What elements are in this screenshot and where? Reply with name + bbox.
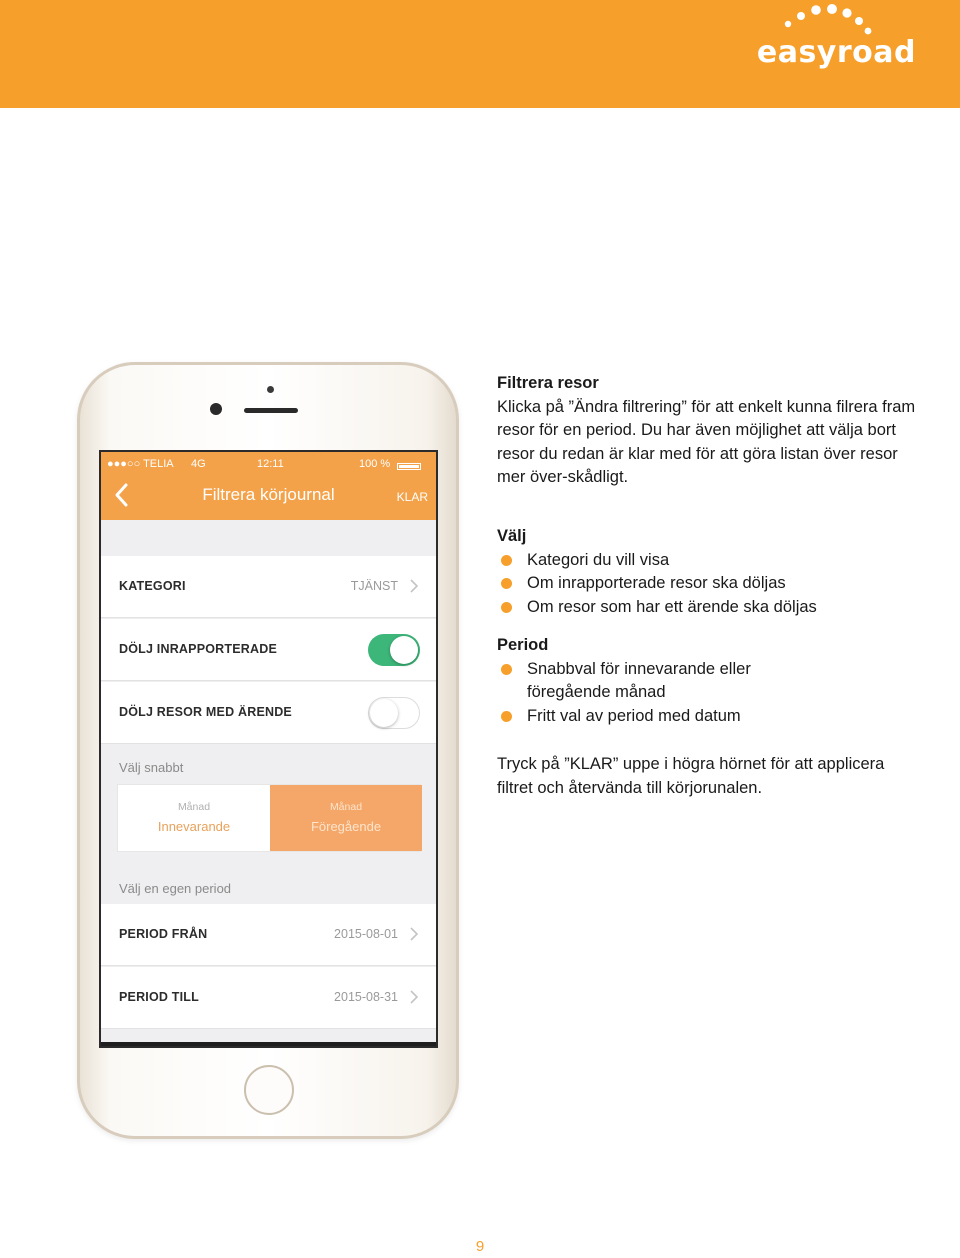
chevron-right-icon: [410, 578, 418, 594]
period-from-row[interactable]: [101, 904, 436, 966]
option-label: Innevarande: [157, 819, 231, 834]
network-label: 4G: [191, 458, 206, 470]
carrier-label: ●●●○○ TELIA: [107, 458, 174, 470]
hide-with-case-label: DÖLJ RESOR MED ÄRENDE: [119, 705, 292, 719]
chevron-right-icon: [410, 989, 418, 1005]
screen-title: Filtrera körjournal: [202, 485, 335, 504]
custom-period-label: Välj en egen period: [119, 881, 232, 896]
closing-paragraph: Tryck på ”KLAR” uppe i högra hörnet för att applicera filtret och återvända till körjorunalen.: [497, 755, 885, 797]
list-item: Fritt val av period med datum: [497, 705, 817, 729]
screen-bottom-edge: [101, 1042, 436, 1048]
hide-with-case-toggle[interactable]: [368, 697, 420, 729]
app-header: [101, 452, 436, 520]
status-bar: [101, 456, 436, 472]
period-from-label: PERIOD FRÅN: [119, 927, 208, 941]
list-item: Om resor som har ett ärende ska döljas: [497, 596, 917, 620]
battery-icon: [397, 463, 421, 470]
page-number: 9: [475, 1238, 485, 1255]
hide-reported-label: DÖLJ INRAPPORTERADE: [119, 642, 277, 656]
easyroad-logo: [746, 4, 916, 68]
period-block: [497, 634, 917, 728]
period-heading: Period: [497, 636, 549, 654]
option-caption: Månad: [329, 801, 363, 813]
intro-paragraph: Klicka på ”Ändra filtrering” för att enkelt kunna filrera fram resor för en period. Du har även möjlighet att välja bort resor du redan är klar med för att göra listan över resor mer över-skådligt.: [497, 397, 916, 486]
quick-select-label: Välj snabbt: [119, 760, 184, 775]
option-label: Föregående: [310, 819, 382, 834]
logo-text: easyroad: [756, 35, 916, 70]
category-label: KATEGORI: [119, 579, 186, 593]
previous-month-option[interactable]: [270, 785, 422, 851]
front-camera: [210, 403, 222, 415]
section-title: Filtrera resor: [497, 374, 599, 392]
hide-reported-row: [101, 619, 436, 681]
closing-block: [497, 753, 917, 800]
period-to-label: PERIOD TILL: [119, 990, 199, 1004]
hide-reported-toggle[interactable]: [368, 634, 420, 666]
chevron-right-icon: [410, 926, 418, 942]
done-button[interactable]: KLAR: [396, 490, 428, 504]
list-item: Snabbval för innevarande eller föregående månad: [497, 658, 817, 705]
list-item: Om inrapporterade resor ska döljas: [497, 572, 917, 596]
phone-screen: [99, 450, 438, 1048]
period-to-value: 2015-08-31: [334, 990, 398, 1004]
page-header: [0, 0, 960, 108]
current-month-option[interactable]: [118, 785, 270, 851]
choose-heading: Välj: [497, 527, 527, 545]
earpiece-speaker: [244, 408, 298, 413]
list-item: Kategori du vill visa: [497, 549, 917, 573]
hide-with-case-row: [101, 682, 436, 744]
clock-label: 12:11: [257, 458, 284, 470]
proximity-sensor: [267, 386, 274, 393]
period-from-value: 2015-08-01: [334, 927, 398, 941]
choose-block: [497, 525, 917, 619]
category-row[interactable]: [101, 556, 436, 618]
home-button[interactable]: [244, 1065, 294, 1115]
month-segmented-control: [117, 784, 421, 852]
choose-list: [497, 549, 917, 620]
period-list: [497, 658, 817, 729]
option-caption: Månad: [177, 801, 211, 813]
battery-label: 100 %: [359, 458, 391, 470]
category-value: TJÄNST: [350, 579, 398, 593]
intro-block: [497, 372, 917, 490]
period-to-row[interactable]: [101, 967, 436, 1029]
